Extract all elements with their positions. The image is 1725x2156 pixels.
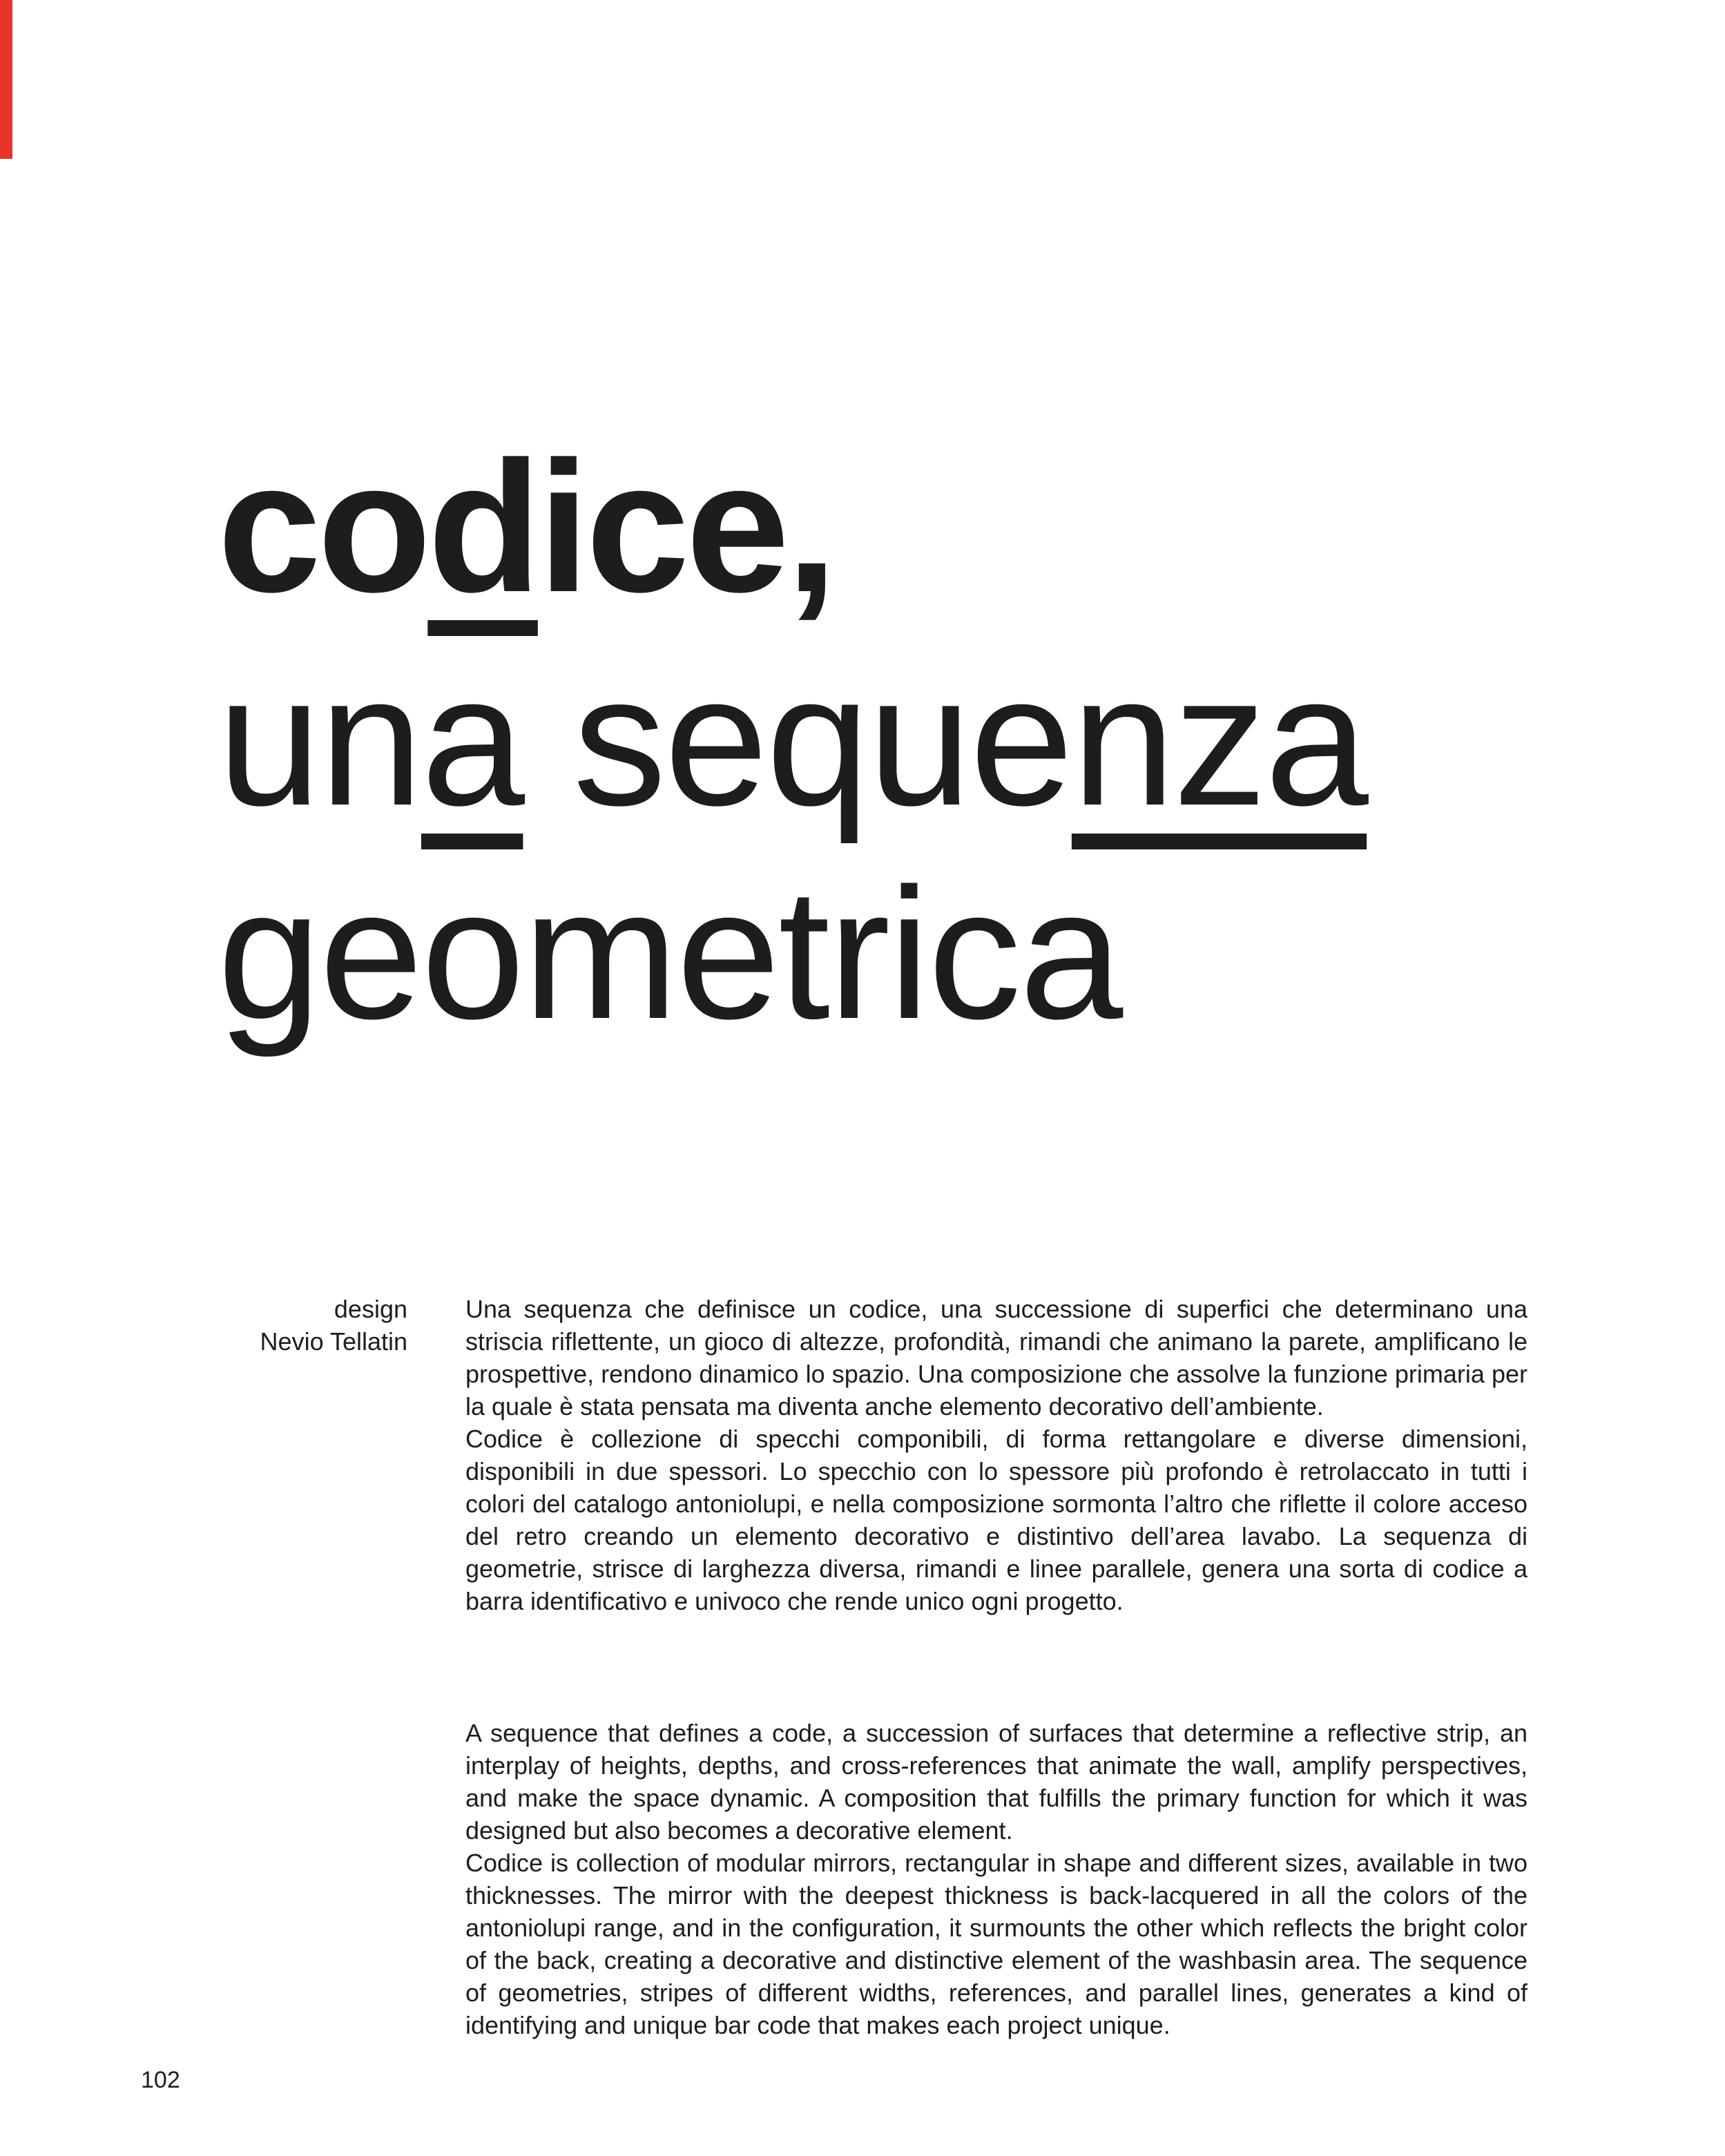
title-line-2: una sequenza bbox=[218, 636, 1367, 845]
english-paragraph-1: A sequence that defines a code, a succession of surfaces that determine a reflective strip, an interplay of heights, depths, and cross-references that animate the wall, amplify perspectives, and make the space dynamic. A composition that fulfills the primary function for which it was designed but also becomes a decorative element. bbox=[465, 1719, 1528, 1845]
title-line-3: geometrica bbox=[218, 849, 1121, 1058]
design-credit-label: design bbox=[334, 1295, 407, 1323]
red-edge-mark bbox=[0, 0, 12, 159]
body-text-column bbox=[465, 1293, 1528, 2041]
page-title bbox=[218, 421, 1367, 1061]
underlined-letter-a: a bbox=[421, 636, 523, 845]
designer-name: Nevio Tellatin bbox=[260, 1327, 407, 1356]
italian-paragraph-2: Codice è collezione di specchi componibili, di forma rettangolare e diverse dimensioni, disponibili in due spessori. Lo specchio con lo spessore più profondo è retrolaccato in tutti i colori del catalogo antoniolupi, e nella composizione sormonta l’altro che riflette il colore acceso del retro creando un elemento decorativo e distintivo dell’area lavabo. La sequenza di geometrie, strisce di larghezza diversa, rimandi e linee parallele, genera una sorta di codice a barra identificativo e univoco che rende unico ogni progetto. bbox=[465, 1425, 1528, 1615]
design-credit bbox=[173, 1293, 407, 1358]
underlined-letter-d: d bbox=[427, 423, 538, 631]
page-number: 102 bbox=[141, 2067, 180, 2093]
title-line-1: codice, bbox=[218, 423, 834, 631]
english-paragraph-2: Codice is collection of modular mirrors, rectangular in shape and different sizes, available in two thicknesses. The mirror with the deepest thickness is back-lacquered in all the colors of the antoniolupi range, and in the configuration, it surmounts the other which reflects the bright color of the back, creating a decorative and distinctive element of the washbasin area. The sequence of geometries, stripes of different widths, references, and parallel lines, generates a kind of identifying and unique bar code that makes each project unique. bbox=[465, 1849, 1528, 2039]
italian-paragraph-1: Una sequenza che definisce un codice, una successione di superfici che determinano una striscia riflettente, un gioco di altezze, profondità, rimandi che animano la parete, amplificano le prospettive, rendono dinamico lo spazio. Una composizione che assolve la funzione primaria per la quale è stata pensata ma diventa anche elemento decorativo dell’ambiente. bbox=[465, 1295, 1528, 1421]
underlined-letters-nza: nza bbox=[1071, 636, 1367, 845]
